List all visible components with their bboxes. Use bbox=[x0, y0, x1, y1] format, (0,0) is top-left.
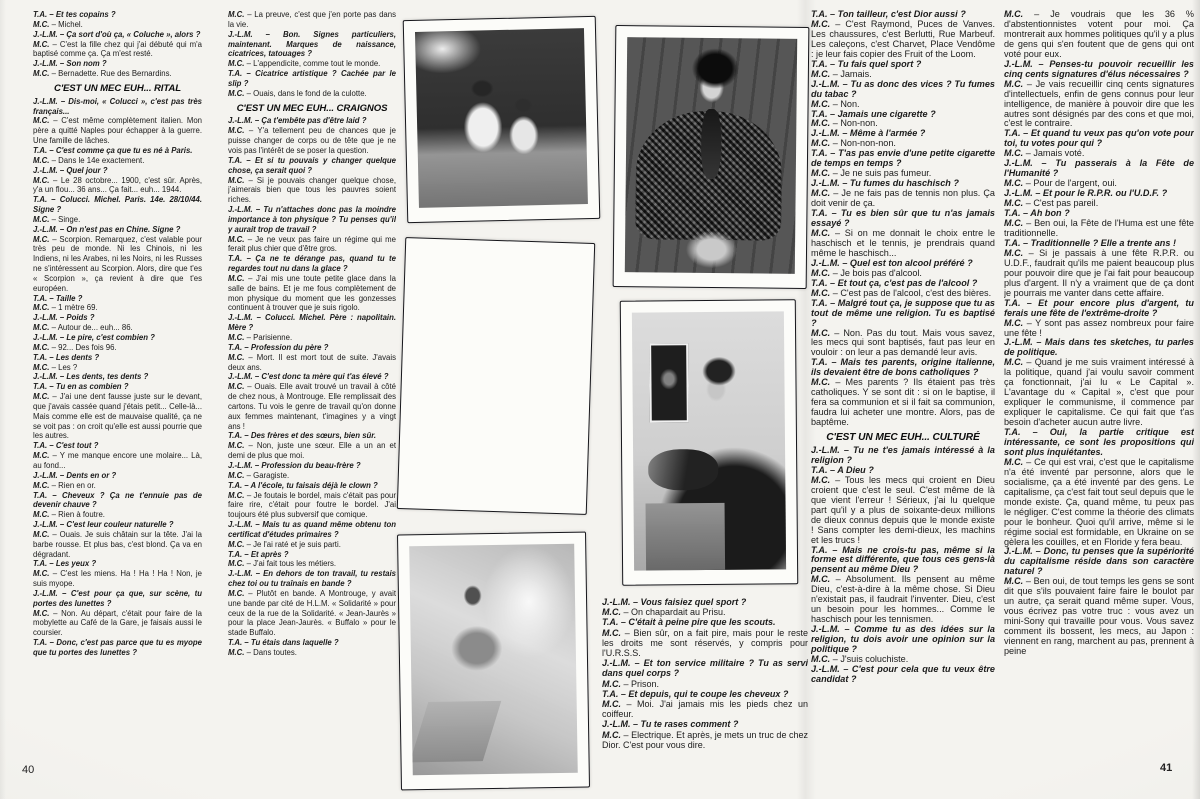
dialogue-question: T.A. – Tu es bien sûr que tu n'as jamais essayé ? bbox=[811, 208, 995, 229]
speaker-label: J.-L.M. bbox=[33, 96, 58, 106]
dialogue-answer: M.C. – C'est les miens. Ha ! Ha ! Ha ! Non, je suis myope. bbox=[33, 569, 202, 589]
speaker-label: M.C. bbox=[811, 287, 831, 298]
dialogue-answer: M.C. – Garagiste. bbox=[228, 470, 290, 480]
speaker-label: T.A. bbox=[811, 10, 828, 19]
speaker-label: M.C. bbox=[811, 18, 831, 29]
page-number-right: 41 bbox=[1160, 762, 1173, 774]
dialogue-answer: M.C. – On chapardait au Prisu. bbox=[602, 607, 726, 618]
speaker-label: M.C. bbox=[33, 569, 50, 579]
speaker-label: M.C. bbox=[811, 118, 831, 129]
dialogue-answer: M.C. – Ben oui, la Fête de l'Huma est une fête traditionnelle. bbox=[1004, 218, 1194, 238]
speaker-label: M.C. bbox=[33, 451, 50, 461]
speaker-label: T.A. bbox=[33, 382, 48, 392]
hands-shape bbox=[686, 230, 737, 268]
dialogue-question: T.A. – Et tout ça, c'est pas de l'alcool ? bbox=[811, 277, 978, 288]
dialogue-answer: M.C. – Ouais. Je suis châtain sur la tête. J'ai la barbe rousse. Et plus bas, c'est blond. Ça va en dégradant. bbox=[33, 529, 202, 559]
speaker-label: J.-L.M. bbox=[33, 333, 58, 342]
speaker-label: J.-L.M. bbox=[811, 178, 840, 189]
dialogue-question: T.A. – Et tes copains ? bbox=[33, 10, 116, 19]
page-number-left: 40 bbox=[22, 764, 35, 776]
speaker-label: M.C. bbox=[228, 441, 245, 451]
speaker-label: M.C. bbox=[228, 333, 245, 342]
speaker-label: J.-L.M. bbox=[228, 116, 253, 126]
dialogue-answer: M.C. – Singe. bbox=[33, 214, 81, 224]
speaker-label: T.A. bbox=[33, 145, 48, 155]
speaker-label: M.C. bbox=[811, 377, 831, 388]
dialogue-answer: M.C. – Je vais recueillir cinq cents signatures d'intellectuels, enfin de gens connus pour leur intelligence, de manière à pouvoir dire que les autres sont désignés par des cons et que moi, c'est le contraire. bbox=[1004, 78, 1194, 129]
dialogue-answer: M.C. – Jamais. bbox=[811, 68, 872, 79]
dialogue-question: T.A. – Colucci. Michel. Paris. 14e. 28/10/44. Signe ? bbox=[33, 195, 202, 215]
scarf-shape bbox=[701, 108, 722, 179]
dialogue-question: J.-L.M. – Vous faisiez quel sport ? bbox=[602, 597, 747, 607]
speaker-label: T.A. bbox=[228, 254, 243, 264]
speaker-label: J.-L.M. bbox=[228, 460, 253, 470]
dialogue-answer: M.C. – Non. bbox=[811, 98, 860, 109]
dialogue-question: T.A. – C'est comme ça que tu es né à Paris. bbox=[33, 145, 193, 155]
speaker-label: M.C. bbox=[33, 116, 50, 126]
dialogue-question: J.-L.M. – Ça t'embête pas d'être laid ? bbox=[228, 116, 367, 126]
photo-image bbox=[409, 249, 583, 499]
dialogue-answer: M.C. – Y sont pas assez nombreux pour faire une fête ! bbox=[1004, 317, 1194, 338]
photo-girl-and-boy-striped bbox=[397, 237, 595, 515]
speaker-label: M.C. bbox=[33, 362, 50, 372]
text-column-1 bbox=[33, 10, 202, 792]
speaker-label: T.A. bbox=[33, 293, 48, 303]
dialogue-question: J.-L.M. – C'est leur couleur naturelle ? bbox=[33, 520, 174, 530]
speaker-label: J.-L.M. bbox=[1004, 337, 1033, 348]
speaker-label: M.C. bbox=[1004, 317, 1024, 328]
speaker-label: M.C. bbox=[811, 188, 831, 199]
dialogue-answer: M.C. – Y'a tellement peu de chances que je puisse changer de corps ou de tête que je ne vois pas l'intérêt de se poser la question. bbox=[228, 126, 396, 155]
speaker-label: J.-L.M. bbox=[811, 663, 840, 674]
dialogue-answer: M.C. – Si je passais à une fête R.P.R. ou U.D.F., faudrait qu'ils me paient beaucoup plus pour pouvoir dire que je l'ai fait pour beaucoup plus d'argent. Il n'y a vraiment que de ça dont je pourrais me vanter dans cette affaire. bbox=[1004, 247, 1194, 298]
speaker-label: J.-L.M. bbox=[228, 313, 253, 323]
speaker-label: M.C. bbox=[1004, 10, 1024, 19]
speaker-label: M.C. bbox=[811, 68, 831, 79]
dialogue-question: T.A. – Mais ne crois-tu pas, même si la forme est différente, que tous ces gens-là pensent au même Dieu ? bbox=[811, 544, 995, 575]
dialogue-answer: M.C. – Absolument. Ils pensent au même Dieu, c'est-à-dire à la même chose. Si Dieu n'existait pas, il faudrait l'inventer. Dieu, c'est un besoin pour les hommes... Comme le haschisch pour les tennismen. bbox=[811, 574, 995, 625]
dialogue-answer: M.C. – Je ne fais pas de tennis non plus. Ça doit venir de ça. bbox=[811, 188, 995, 209]
dialogue-question: T.A. – Des frères et des sœurs, bien sûr. bbox=[228, 431, 377, 441]
dialogue-question: J.-L.M. – Dents en or ? bbox=[33, 470, 117, 480]
dialogue-question: T.A. – Et si tu pouvais y changer quelque chose, ça serait quoi ? bbox=[228, 155, 396, 175]
speaker-label: J.-L.M. bbox=[228, 569, 253, 579]
dialogue-answer: M.C. – Je ne suis pas fumeur. bbox=[811, 168, 932, 179]
dialogue-question: T.A. – T'as pas envie d'une petite cigarette de temps en temps ? bbox=[811, 148, 995, 169]
speaker-label: J.-L.M. bbox=[228, 520, 253, 530]
dialogue-question: J.-L.M. – On n'est pas en Chine. Signe ? bbox=[33, 224, 181, 234]
dialogue-question: J.-L.M. – Poids ? bbox=[33, 313, 95, 323]
speaker-label: J.-L.M. bbox=[1004, 188, 1033, 199]
dialogue-answer: M.C. – Moi. J'ai jamais mis les pieds chez un coiffeur. bbox=[602, 699, 808, 720]
dialogue-answer: M.C. – Je foutais le bordel, mais c'était pas pour faire rire, c'était pour foutre le bordel. J'ai toujours été plus subversif que comique. bbox=[228, 490, 396, 520]
speaker-label: M.C. bbox=[33, 342, 50, 352]
dialogue-question: T.A. – Mais tes parents, origine italienne, ils devaient être de bons catholiques ? bbox=[811, 357, 995, 378]
speaker-label: M.C. bbox=[33, 234, 50, 244]
speaker-label: J.-L.M. bbox=[602, 658, 631, 669]
speaker-label: M.C. bbox=[811, 267, 831, 278]
speaker-label: M.C. bbox=[602, 678, 621, 689]
speaker-label: T.A. bbox=[1004, 128, 1021, 139]
text-column-5 bbox=[1004, 10, 1194, 792]
speaker-label: T.A. bbox=[228, 549, 243, 559]
speaker-label: T.A. bbox=[811, 464, 828, 475]
speaker-label: T.A. bbox=[1004, 297, 1021, 308]
dialogue-question: T.A. – Et depuis, qui te coupe les cheveux ? bbox=[602, 688, 789, 699]
speaker-label: J.-L.M. bbox=[1004, 58, 1033, 69]
speaker-label: T.A. bbox=[1004, 237, 1021, 248]
photo-image bbox=[409, 544, 578, 776]
ledge-shape bbox=[646, 503, 726, 571]
dialogue-answer: M.C. – L'appendicite, comme tout le monde. bbox=[228, 59, 381, 69]
dialogue-answer: M.C. – Non-non-non. bbox=[811, 138, 896, 149]
dialogue-question: J.-L.M. – Et ton service militaire ? Tu as servi dans quel corps ? bbox=[602, 658, 808, 679]
dialogue-question: T.A. – Donc, c'est pas parce que tu es myope que tu portes des lunettes ? bbox=[33, 638, 202, 657]
speaker-label: J.-L.M. bbox=[811, 128, 840, 139]
speaker-label: J.-L.M. bbox=[228, 205, 253, 215]
speaker-label: M.C. bbox=[33, 529, 50, 539]
speaker-label: M.C. bbox=[811, 138, 831, 149]
dialogue-answer: M.C. – J'ai une dent fausse juste sur le devant, que j'avais cassée quand j'étais petit... Celle-là... Mais comme elle est de mauvaise qualité, ça ne se voit pas : on croit qu'elle est aussi pourrie que les autres. bbox=[33, 392, 202, 441]
speaker-label: J.-L.M. bbox=[33, 520, 58, 530]
speaker-label: J.-L.M. bbox=[811, 257, 840, 268]
photo-image bbox=[632, 311, 786, 570]
dialogue-question: J.-L.M. – Tu passerais à la Fête de l'Humanité ? bbox=[1004, 158, 1194, 179]
dialogue-answer: M.C. – Je ne veux pas faire un régime qui me ferait plus chier que d'être gros. bbox=[228, 234, 396, 254]
speaker-label: M.C. bbox=[228, 490, 245, 500]
speaker-label: M.C. bbox=[33, 214, 50, 224]
speaker-label: M.C. bbox=[228, 175, 245, 185]
dialogue-answer: M.C. – 1 mètre 69. bbox=[33, 303, 98, 313]
speaker-label: M.C. bbox=[33, 175, 50, 185]
dialogue-question: T.A. – Traditionnelle ? Elle a trente ans ! bbox=[1004, 237, 1176, 248]
speaker-label: J.-L.M. bbox=[33, 313, 58, 323]
dialogue-question: T.A. – C'était à peine pire que les scouts. bbox=[602, 617, 776, 628]
speaker-label: J.-L.M. bbox=[602, 597, 631, 607]
dialogue-question: J.-L.M. – Mais tu as quand même obtenu ton certificat d'études primaires ? bbox=[228, 520, 396, 539]
speaker-label: T.A. bbox=[228, 431, 243, 441]
speaker-label: M.C. bbox=[811, 654, 831, 664]
speaker-label: M.C. bbox=[33, 392, 50, 402]
dialogue-answer: M.C. – J'ai mis une toute petite glace dans la salle de bains. Et je me fous complètement de mon physique du moment que les gonzesses continuent à trouver que je suis rigolo. bbox=[228, 273, 396, 313]
speaker-label: T.A. bbox=[228, 155, 243, 165]
dialogue-answer: M.C. – Bien sûr, on a fait pire, mais pour le reste les droits me sont réservés, y compris pour l'U.R.S.S. bbox=[602, 627, 808, 659]
dialogue-question: T.A. – A Dieu ? bbox=[811, 464, 874, 475]
dialogue-answer: M.C. – C'est même complètement italien. Mon père a quitté Naples pour échapper à la guerre. Une famille de lâches. bbox=[33, 116, 202, 146]
speaker-label: T.A. bbox=[811, 108, 828, 119]
speaker-label: T.A. bbox=[33, 441, 48, 451]
photo-man-crochet-cardigan bbox=[613, 25, 810, 289]
speaker-label: T.A. bbox=[228, 69, 243, 79]
speaker-label: M.C. bbox=[1004, 178, 1024, 189]
speaker-label: M.C. bbox=[811, 227, 831, 238]
speaker-label: T.A. bbox=[33, 352, 48, 362]
speaker-label: M.C. bbox=[602, 699, 621, 710]
speaker-label: T.A. bbox=[1004, 208, 1021, 219]
speaker-label: T.A. bbox=[1004, 427, 1021, 438]
dialogue-question: J.-L.M. – En dehors de ton travail, tu restais chez toi ou tu traînais en bande ? bbox=[228, 569, 396, 589]
dialogue-question: T.A. – A l'école, tu faisais déjà le clown ? bbox=[228, 480, 378, 490]
speaker-label: T.A. bbox=[33, 638, 48, 648]
speaker-label: M.C. bbox=[33, 69, 50, 79]
dialogue-answer: M.C. – Je l'ai raté et je suis parti. bbox=[228, 539, 341, 549]
speaker-label: M.C. bbox=[602, 627, 621, 638]
dialogue-answer: M.C. – Non-non. bbox=[811, 118, 878, 129]
dialogue-question: J.-L.M. – Quel est ton alcool préféré ? bbox=[811, 257, 973, 268]
speaker-label: M.C. bbox=[1004, 357, 1024, 368]
arm-shape bbox=[648, 449, 718, 491]
speaker-label: T.A. bbox=[228, 480, 243, 490]
speaker-label: M.C. bbox=[33, 510, 50, 520]
dialogue-question: T.A. – C'est tout ? bbox=[33, 441, 99, 451]
dialogue-question: J.-L.M. – Même à l'armée ? bbox=[811, 128, 926, 139]
speaker-label: T.A. bbox=[602, 688, 619, 699]
speaker-label: M.C. bbox=[1004, 148, 1024, 159]
text-column-2 bbox=[228, 10, 396, 792]
speaker-label: T.A. bbox=[811, 277, 828, 288]
dialogue-answer: M.C. – Je bois pas d'alcool. bbox=[811, 267, 922, 278]
dialogue-question: T.A. – Oui, la partie critique est intéressante, ce sont les propositions qui sont plus inquiétantes. bbox=[1004, 427, 1194, 457]
speaker-label: M.C. bbox=[228, 59, 245, 69]
dialogue-answer: M.C. – Ouais, dans le fond de la culotte. bbox=[228, 88, 367, 98]
dialogue-answer: M.C. – Ce qui est vrai, c'est que le capitalisme n'a été inventé par personne, alors que le socialisme, ça a été inventé par des gens. Le capitalisme, ça c'est fait tout seul depuis que le monde existe. Ça, quand même, tu peux pas le négliger. C'est comme la théorie des climats pour le bonheur. Quoi qu'il arrive, même si le régime social est formidable, en Ukraine on se gèlera les couilles, et en Floride y fera beau. bbox=[1004, 456, 1194, 547]
dialogue-answer: M.C. – Prison. bbox=[602, 678, 660, 689]
dialogue-answer: M.C. – Dans toutes. bbox=[228, 648, 297, 657]
dialogue-answer: M.C. – 92... Des fois 96. bbox=[33, 342, 117, 352]
speaker-label: J.-L.M. bbox=[33, 470, 58, 480]
dialogue-question: J.-L.M. – Ça sort d'où ça, « Coluche », alors ? bbox=[33, 29, 201, 39]
photo-image bbox=[415, 28, 588, 208]
dialogue-answer: M.C. – Bernadette. Rue des Bernardins. bbox=[33, 69, 172, 79]
dialogue-question: J.-L.M. – Comme tu as des idées sur la religion, tu dois avoir une opinion sur la politique ? bbox=[811, 624, 995, 655]
dialogue-question: T.A. – Tu en as combien ? bbox=[33, 382, 129, 392]
dialogue-answer: M.C. – C'est Raymond, Puces de Vanves. Les chaussures, c'est Berlutti, Rue Marbeuf. Les caleçons, c'est Charvet, Place Vendôme : je leur fais copier des Fruit of the Loom. bbox=[811, 18, 995, 59]
dialogue-question: J.-L.M. – Les dents, tes dents ? bbox=[33, 372, 149, 382]
speaker-label: T.A. bbox=[811, 297, 828, 308]
dialogue-question: T.A. – Et quand tu veux pas qu'on vote pour toi, tu votes pour qui ? bbox=[1004, 128, 1194, 149]
speaker-label: T.A. bbox=[811, 544, 828, 555]
dialogue-answer: M.C. – Pour de l'argent, oui. bbox=[1004, 178, 1117, 189]
speaker-label: T.A. bbox=[33, 195, 48, 205]
section-heading: C'EST UN MEC EUH... CULTURÉ bbox=[826, 432, 980, 444]
speaker-label: M.C. bbox=[33, 608, 50, 618]
dialogue-question: T.A. – Les dents ? bbox=[33, 352, 100, 362]
dialogue-question: T.A. – Profession du père ? bbox=[228, 342, 329, 352]
dialogue-question: J.-L.M. – Donc, tu penses que la supériorité du capitalisme réside dans son caractère naturel ? bbox=[1004, 546, 1194, 577]
photo-two-children-dresses bbox=[403, 16, 601, 223]
speaker-label: M.C. bbox=[228, 648, 245, 657]
speaker-label: J.-L.M. bbox=[1004, 546, 1033, 557]
dialogue-question: T.A. – Et pour encore plus d'argent, tu ferais une fête de l'extrême-droite ? bbox=[1004, 297, 1194, 318]
dialogue-question: J.-L.M. – Tu n'attaches donc pas la moindre importance à ton physique ? Tu penses qu'il y aurait trop de travail ? bbox=[228, 205, 396, 234]
speaker-label: M.C. bbox=[33, 323, 50, 333]
dialogue-answer: M.C. – Autour de... euh... 86. bbox=[33, 323, 133, 333]
dialogue-answer: M.C. – Ouais. Elle avait trouvé un travail à côté de chez nous, à Montrouge. Elle remplissait des cartons. Tu vois le genre de travail qu'on donne aux femmes maintenant, t'imagines y a vingt ans ! bbox=[228, 382, 396, 431]
dialogue-answer: M.C. – Quand je me suis vraiment intéressé à la politique, quand j'ai voulu savoir comment ça fonctionnait, j'ai lu « Le Capital ». L'avantage du « Capital », c'est que pour expliquer le communisme, il commence par expliquer le capitalisme. Ce qui fait que t'as besoin d'acheter aucun autre livre. bbox=[1004, 357, 1194, 428]
dialogue-question: J.-L.M. – Tu te rases comment ? bbox=[602, 719, 739, 730]
speaker-label: M.C. bbox=[602, 729, 621, 740]
speaker-label: J.-L.M. bbox=[228, 372, 253, 382]
dialogue-question: T.A. – Les yeux ? bbox=[33, 559, 97, 569]
dialogue-answer: M.C. – Je voudrais que les 36 % d'abstentionnistes votent pour moi. Ça montrerait aux hommes politiques qu'il y a plus de gens qui s'en foutent que de gens qui ont voté pour eux. bbox=[1004, 10, 1194, 59]
dialogue-answer: M.C. – Tous les mecs qui croient en Dieu croient que c'est le seul. C'est même de là que vient l'erreur ! Sérieux, j'ai lu quelque part qu'il y a plus de soixante-deux millions de dieux connus depuis que le monde existe ! Sans compter les demi-dieux, les machins et les trucs ! bbox=[811, 474, 995, 545]
speaker-label: M.C. bbox=[1004, 576, 1024, 587]
speaker-label: M.C. bbox=[811, 168, 831, 179]
dialogue-answer: M.C. – Non, juste une sœur. Elle a un an et demi de plus que moi. bbox=[228, 441, 396, 461]
dialogue-question: T.A. – Taille ? bbox=[33, 293, 83, 303]
photo-image bbox=[625, 37, 797, 274]
section-heading: C'EST UN MEC EUH... CRAIGNOS bbox=[236, 102, 388, 114]
speaker-label: M.C. bbox=[602, 607, 621, 618]
speaker-label: M.C. bbox=[811, 474, 831, 485]
speaker-label: T.A. bbox=[811, 208, 828, 219]
dialogue-question: T.A. – Et après ? bbox=[228, 549, 289, 559]
photo-woman-blurry bbox=[397, 532, 590, 791]
dialogue-question: J.-L.M. – Tu fumes du haschisch ? bbox=[811, 178, 959, 189]
speaker-label: M.C. bbox=[228, 10, 245, 19]
speaker-label: T.A. bbox=[228, 638, 243, 648]
dialogue-question: T.A. – Malgré tout ça, je suppose que tu as tout de même une religion. Tu es baptisé ? bbox=[811, 297, 995, 328]
speaker-label: T.A. bbox=[811, 148, 828, 159]
speaker-label: T.A. bbox=[811, 58, 828, 69]
dialogue-answer: M.C. – Electrique. Et après, je mets un truc de chez Dior. C'est pour vous dire. bbox=[602, 729, 808, 750]
dialogue-question: T.A. – Tu fais quel sport ? bbox=[811, 58, 922, 69]
dialogue-question: J.-L.M. – Profession du beau-frère ? bbox=[228, 460, 361, 470]
speaker-label: M.C. bbox=[811, 574, 831, 585]
speaker-label: M.C. bbox=[811, 327, 831, 338]
dialogue-question: J.-L.M. – Quel jour ? bbox=[33, 165, 108, 175]
dialogue-answer: M.C. – Mort. Il est mort tout de suite. J'avais deux ans. bbox=[228, 352, 396, 372]
dialogue-answer: M.C. – La preuve, c'est que j'en porte pas dans la vie. bbox=[228, 10, 396, 29]
dialogue-answer: M.C. – Ben oui, de tout temps les gens se sont dit que s'ils pouvaient faire faire le boulot par un autre, ça serait quand même super. Vous, vous écrivez pas votre truc : vous avez un mini-Sony qui travaille pour vous. Vous savez comment ils bossent, les mecs, au Japon : viennent en rang, marchent au pas, prennent à peine bbox=[1004, 576, 1194, 656]
dialogue-question: J.-L.M. – Penses-tu pouvoir recueillir les cinq cents signatures d'élus nécessaires ? bbox=[1004, 58, 1194, 79]
dialogue-answer: M.C. – Jamais voté. bbox=[1004, 148, 1085, 159]
dialogue-question: J.-L.M. – Le pire, c'est combien ? bbox=[33, 333, 155, 342]
dialogue-question: J.-L.M. – C'est pour ça que, sur scène, tu portes des lunettes ? bbox=[33, 588, 202, 608]
speaker-label: J.-L.M. bbox=[33, 59, 58, 69]
dialogue-question: J.-L.M. – C'est pour cela que tu veux être candidat ? bbox=[811, 663, 995, 684]
bench-shape bbox=[409, 701, 500, 762]
dialogue-question: T.A. – Ton tailleur, c'est Dior aussi ? bbox=[811, 10, 966, 19]
speaker-label: J.-L.M. bbox=[33, 165, 58, 175]
dialogue-question: J.-L.M. – Colucci. Michel. Père : napolitain. Mère ? bbox=[228, 313, 396, 333]
dialogue-question: T.A. – Tu étais dans laquelle ? bbox=[228, 638, 339, 648]
section-heading: C'EST UN MEC EUH... RITAL bbox=[54, 82, 181, 94]
dialogue-question: J.-L.M. – Tu as donc des vices ? Tu fumes du tabac ? bbox=[811, 78, 995, 99]
dialogue-answer: M.C. – Si on me donnait le choix entre le haschisch et le tennis, je prendrais quand même le haschisch... bbox=[811, 227, 995, 258]
speaker-label: T.A. bbox=[33, 559, 48, 569]
dialogue-answer: M.C. – Rien en or. bbox=[33, 480, 96, 490]
dialogue-answer: M.C. – Mes parents ? Ils étaient pas très catholiques. Y se sont dit : si on le baptise, il fera sa communion et si il fait sa communion, faudra lui acheter une montre. Alors, pas de baptême. bbox=[811, 377, 995, 428]
speaker-label: M.C. bbox=[33, 155, 50, 165]
speaker-label: M.C. bbox=[228, 559, 245, 569]
speaker-label: M.C. bbox=[228, 234, 245, 244]
dialogue-question: J.-L.M. – Bon. Signes particuliers, maintenant. Marques de naissance, cicatrices, tatouages ? bbox=[228, 29, 396, 59]
dialogue-answer: M.C. – Le 28 octobre... 1900, c'est sûr. Après, y'a un flou... 36 ans... Ça fait... euh... 1944. bbox=[33, 175, 202, 195]
speaker-label: M.C. bbox=[228, 88, 245, 98]
photo-man-glasses-leaning bbox=[620, 299, 798, 586]
dialogue-question: J.-L.M. – Et pour le R.P.R. ou l'U.D.F. ? bbox=[1004, 188, 1168, 199]
dialogue-answer: M.C. – C'est pas de l'alcool, c'est des bières. bbox=[811, 287, 992, 298]
speaker-label: J.-L.M. bbox=[602, 719, 631, 730]
speaker-label: M.C. bbox=[1004, 247, 1024, 258]
speaker-label: J.-L.M. bbox=[1004, 158, 1033, 169]
speaker-label: M.C. bbox=[228, 382, 245, 392]
dialogue-question: J.-L.M. – Son nom ? bbox=[33, 59, 107, 69]
speaker-label: M.C. bbox=[33, 480, 50, 490]
speaker-label: J.-L.M. bbox=[811, 78, 840, 89]
speaker-label: M.C. bbox=[1004, 198, 1024, 209]
speaker-label: M.C. bbox=[33, 19, 50, 29]
dialogue-answer: M.C. – J'ai fait tous les métiers. bbox=[228, 559, 337, 569]
dialogue-answer: M.C. – Plutôt en bande. A Montrouge, y avait une bande par cité de H.L.M. « Solidarité » pour ceux de la rue de la Solidarité. « Jean-Jaurès » pour la place Jean-Jaurès. « Buffalo » pour le stade Buffalo. bbox=[228, 588, 396, 638]
dialogue-question: T.A. – Cicatrice artistique ? Cachée par le slip ? bbox=[228, 69, 396, 88]
dialogue-question: J.-L.M. – C'est donc ta mère qui t'as élevé ? bbox=[228, 372, 389, 382]
dialogue-question: J.-L.M. – Dis-moi, « Colucci », c'est pas très français... bbox=[33, 96, 202, 116]
dialogue-question: J.-L.M. – Mais dans tes sketches, tu parles de politique. bbox=[1004, 337, 1194, 358]
speaker-label: J.-L.M. bbox=[33, 224, 58, 234]
dialogue-answer: M.C. – C'est la fille chez qui j'ai débuté qui m'a baptisé comme ça. Ça m'est resté. bbox=[33, 39, 202, 59]
speaker-label: M.C. bbox=[1004, 78, 1024, 89]
text-column-center-bottom bbox=[602, 597, 808, 793]
speaker-label: M.C. bbox=[33, 303, 50, 313]
speaker-label: J.-L.M. bbox=[228, 29, 253, 39]
speaker-label: T.A. bbox=[33, 10, 48, 19]
speaker-label: T.A. bbox=[811, 357, 828, 368]
speaker-label: T.A. bbox=[33, 490, 48, 500]
dialogue-answer: M.C. – Non. Au départ, c'était pour faire de la mobylette au Café de la Gare, je faisais aussi le coursier. bbox=[33, 608, 202, 638]
speaker-label: M.C. bbox=[228, 470, 245, 480]
speaker-label: M.C. bbox=[1004, 218, 1024, 229]
speaker-label: M.C. bbox=[33, 39, 50, 49]
dialogue-question: T.A. – Jamais une cigarette ? bbox=[811, 108, 936, 119]
dialogue-answer: M.C. – J'suis coluchiste. bbox=[811, 654, 909, 664]
speaker-label: M.C. bbox=[1004, 456, 1024, 467]
dialogue-answer: M.C. – Dans le 14e exactement. bbox=[33, 155, 145, 165]
speaker-label: M.C. bbox=[228, 126, 245, 136]
speaker-label: M.C. bbox=[228, 273, 245, 283]
dialogue-answer: M.C. – Non. Pas du tout. Mais vous savez, les mecs qui sont baptisés, faut pas leur en vouloir : on leur a pas demandé leur avis. bbox=[811, 327, 995, 358]
dialogue-question: J.-L.M. – Tu ne t'es jamais intéressé à la religion ? bbox=[811, 444, 995, 465]
dialogue-question: T.A. – Cheveux ? Ça ne t'ennuie pas de devenir chauve ? bbox=[33, 490, 202, 510]
wall-portrait-shape bbox=[649, 343, 689, 422]
dialogue-question: T.A. – Ah bon ? bbox=[1004, 208, 1070, 219]
speaker-label: T.A. bbox=[228, 342, 243, 352]
text-column-4 bbox=[811, 10, 995, 792]
dialogue-answer: M.C. – Michel. bbox=[33, 19, 83, 29]
dialogue-answer: M.C. – Les ? bbox=[33, 362, 78, 372]
speaker-label: M.C. bbox=[228, 588, 245, 598]
dialogue-answer: M.C. – Scorpion. Remarquez, c'est valable pour très peu de monde. Ni les Chinois, ni les Indiens, ni les Arabes, ni les Noirs, ni les Russes ne s'intéressent au Scorpion. Alors, dire que t'es « Scorpion », ça revient à dire que t'es européen. bbox=[33, 234, 202, 293]
speaker-label: J.-L.M. bbox=[811, 444, 840, 455]
speaker-label: J.-L.M. bbox=[811, 624, 840, 635]
speaker-label: J.-L.M. bbox=[33, 29, 58, 39]
speaker-label: M.C. bbox=[228, 352, 245, 362]
speaker-label: J.-L.M. bbox=[33, 372, 58, 382]
speaker-label: J.-L.M. bbox=[33, 588, 58, 598]
dialogue-answer: M.C. – Rien à foutre. bbox=[33, 510, 105, 520]
dialogue-answer: M.C. – C'est pas pareil. bbox=[1004, 198, 1099, 209]
speaker-label: M.C. bbox=[228, 539, 245, 549]
dialogue-answer: M.C. – Parisienne. bbox=[228, 333, 293, 342]
dialogue-answer: M.C. – Y me manque encore une molaire... Là, au fond... bbox=[33, 451, 202, 470]
dialogue-answer: M.C. – Si je pouvais changer quelque chose, j'aimerais bien que tous les pauvres soient riches. bbox=[228, 175, 396, 205]
dialogue-question: T.A. – Ça ne te dérange pas, quand tu te regardes tout nu dans la glace ? bbox=[228, 254, 396, 274]
speaker-label: T.A. bbox=[602, 617, 619, 628]
speaker-label: M.C. bbox=[811, 98, 831, 109]
